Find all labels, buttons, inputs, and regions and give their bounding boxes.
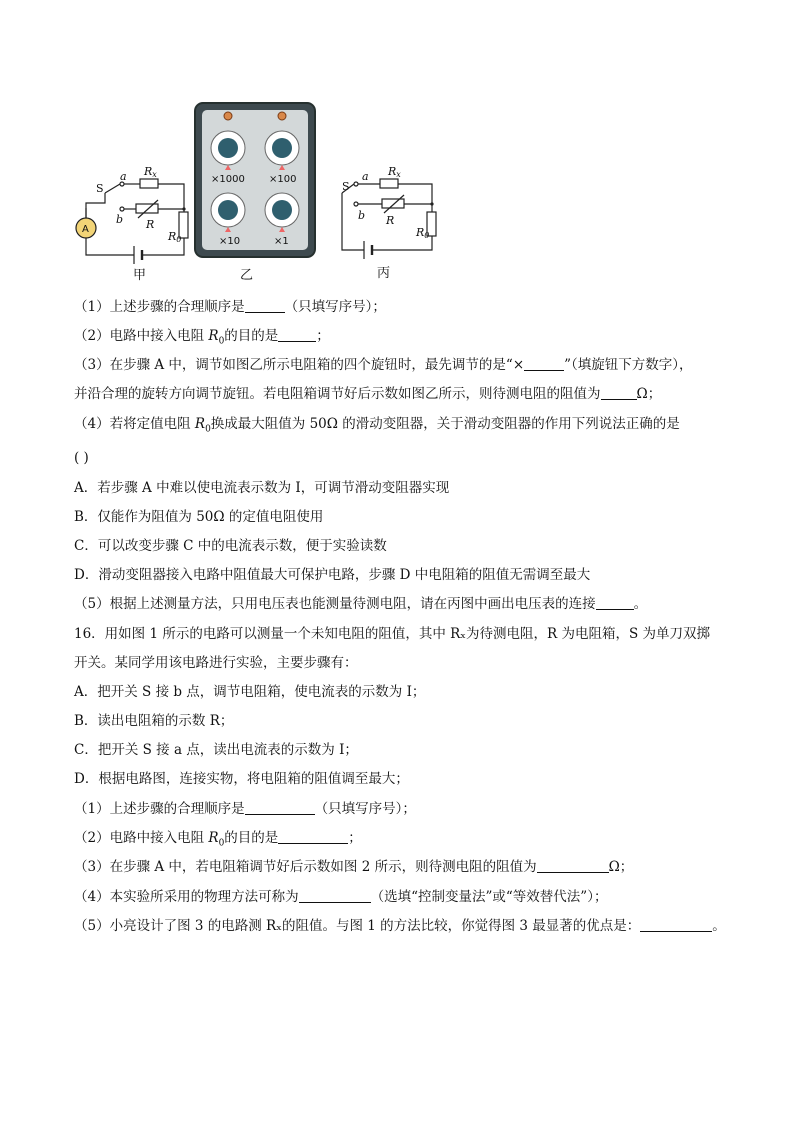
q16-step-d: D．根据电路图，连接实物，将电阻箱的阻值调至最大； xyxy=(74,771,409,787)
q15-answer-paren: ( ) xyxy=(74,450,89,466)
q16-stem-line1: 16．用如图 1 所示的电路可以测量一个未知电阻的阻值，其中 Rₓ为待测电阻，R 为电阻箱，S 为单刀双掷 xyxy=(74,626,711,642)
switch-label: S xyxy=(96,182,104,195)
q16-part4: （4）本实验所采用的物理方法可称为 （选填“控制变量法”或“等效替代法”）； xyxy=(74,889,608,905)
q16-part3: （3）在步骤 A 中，若电阻箱调节好后示数如图 2 所示，则待测电阻的阻值为 Ω； xyxy=(74,859,634,875)
rx-label: Rx xyxy=(388,165,401,179)
terminal-a-label: a xyxy=(120,170,127,183)
q15-option-b: B．仅能作为阻值为 50Ω 的定值电阻使用 xyxy=(74,509,324,525)
q15-option-c: C．可以改变步骤 C 中的电流表示数，便于实验读数 xyxy=(74,538,387,554)
answer-blank[interactable] xyxy=(596,596,634,610)
answer-blank[interactable] xyxy=(524,357,564,371)
q16-step-c: C．把开关 S 接 a 点，读出电流表的示数为 I； xyxy=(74,742,358,758)
q15-part4: （4）若将定值电阻 $R_0$换成最大阻值为 50Ω 的滑动变阻器，关于滑动变阻器的作用下列说法正确的是 xyxy=(74,416,680,435)
figure-caption-yi: 乙 xyxy=(240,268,254,283)
q15-part1: （1）上述步骤的合理顺序是 （只填写序号）； xyxy=(74,299,386,315)
r0-label: R0 xyxy=(416,226,430,240)
r-label: R xyxy=(386,214,395,227)
circuit-figures xyxy=(72,100,452,290)
knob-label-100: ×100 xyxy=(269,174,297,185)
q15-option-d: D．滑动变阻器接入电路中阻值最大可保护电路，步骤 D 中电阻箱的阻值无需调至最大 xyxy=(74,567,591,583)
answer-blank[interactable] xyxy=(299,889,371,903)
answer-blank[interactable] xyxy=(640,918,712,932)
knob-label-10: ×10 xyxy=(219,236,241,247)
q16-step-a: A．把开关 S 接 b 点，调节电阻箱，使电流表的示数为 I； xyxy=(74,684,426,700)
answer-blank[interactable] xyxy=(278,830,348,844)
q16-part1: （1）上述步骤的合理顺序是 （只填写序号）； xyxy=(74,801,416,817)
knob-label-1000: ×1000 xyxy=(211,174,245,185)
terminal-b-label: b xyxy=(116,213,124,226)
answer-blank[interactable] xyxy=(537,859,609,873)
figure-caption-jia: 甲 xyxy=(133,268,147,283)
q15-part3: （3）在步骤 A 中，调节如图乙所示电阻箱的四个旋钮时，最先调节的是“× ”（填旋钮下方数字）， xyxy=(74,357,693,373)
ammeter-label: A xyxy=(82,224,89,235)
junction-dot xyxy=(430,202,433,205)
q16-stem-line2: 开关。某同学用该电路进行实验，主要步骤有： xyxy=(74,655,358,671)
terminal-b-label: b xyxy=(358,209,366,222)
terminal-a-label: a xyxy=(362,170,369,183)
figure-caption-bing: 丙 xyxy=(377,266,391,281)
q15-option-a: A．若步骤 A 中难以使电流表示数为 I，可调节滑动变阻器实现 xyxy=(74,480,450,496)
r0-label: R0 xyxy=(168,230,182,244)
q15-part2: （2）电路中接入电阻 $R_0$的目的是 ； xyxy=(74,328,330,347)
q16-part5: （5）小亮设计了图 3 的电路测 Rₓ的阻值。与图 1 的方法比较，你觉得图 3 最显著的优点是： 。 xyxy=(74,918,726,934)
answer-blank[interactable] xyxy=(278,328,316,342)
answer-blank[interactable] xyxy=(245,299,285,313)
answer-blank[interactable] xyxy=(245,801,315,815)
switch-label: S xyxy=(342,180,350,193)
knob-label-1: ×1 xyxy=(274,236,289,247)
q16-part2: （2）电路中接入电阻 $R_0$的目的是 ； xyxy=(74,830,362,849)
q16-step-b: B．读出电阻箱的示数 R； xyxy=(74,713,234,729)
answer-blank[interactable] xyxy=(601,386,637,400)
rx-label: Rx xyxy=(144,165,157,179)
q15-part3-cont: 并沿合理的旋转方向调节旋钮。若电阻箱调节好后示数如图乙所示，则待测电阻的阻值为 Ω； xyxy=(74,386,662,402)
junction-dot xyxy=(182,207,185,210)
r-label: R xyxy=(146,218,155,231)
q15-part5: （5）根据上述测量方法，只用电压表也能测量待测电阻，请在丙图中画出电压表的连接 。 xyxy=(74,596,648,612)
figure-jia-circuit xyxy=(76,179,188,264)
